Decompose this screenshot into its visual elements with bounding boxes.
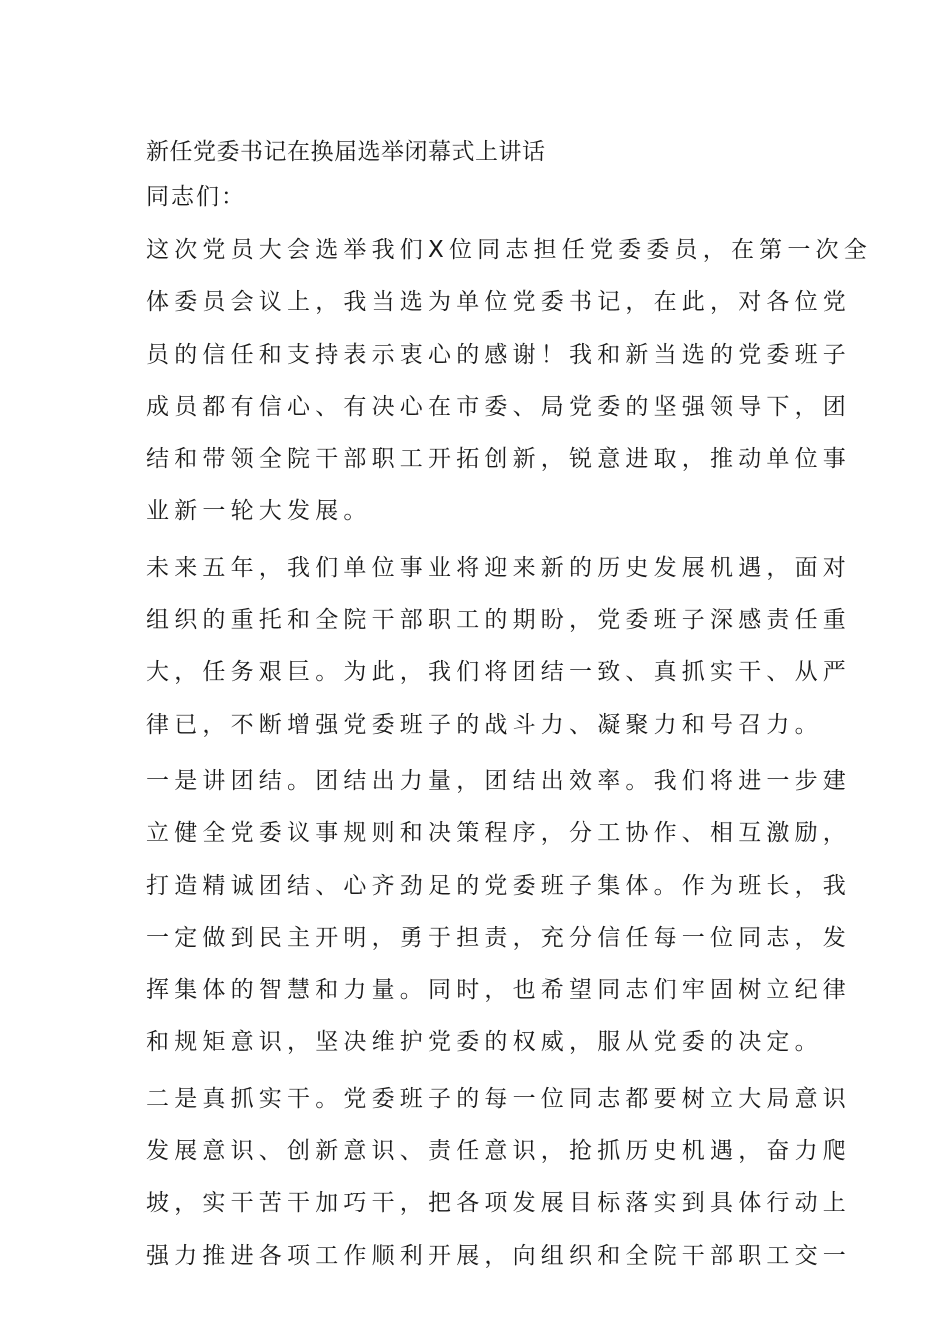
salutation: 同志们： <box>146 184 246 210</box>
paragraph-line: 结和带领全院干部职工开拓创新，锐意进取，推动单位事 <box>146 446 851 473</box>
paragraph-line: 体委员会议上，我当选为单位党委书记，在此，对各位党 <box>146 289 851 316</box>
paragraph-4 <box>146 1073 851 1282</box>
paragraph-line: 坡，实干苦干加巧干，把各项发展目标落实到具体行动上 <box>146 1190 851 1217</box>
paragraph-line: 一定做到民主开明，勇于担责，充分信任每一位同志，发 <box>146 924 851 951</box>
paragraph-line: 打造精诚团结、心齐劲足的党委班子集体。作为班长，我 <box>146 872 851 899</box>
paragraph-1 <box>146 224 872 538</box>
paragraph-line: 业新一轮大发展。 <box>146 498 372 525</box>
paragraph-line: 这次党员大会选举我们X位同志担任党委委员，在第一次全 <box>146 237 872 263</box>
paragraph-line: 组织的重托和全院干部职工的期盼，党委班子深感责任重 <box>146 607 851 634</box>
paragraph-line: 员的信任和支持表示衷心的感谢！我和新当选的党委班子 <box>146 341 851 368</box>
paragraph-line: 律已，不断增强党委班子的战斗力、凝聚力和号召力。 <box>146 711 823 738</box>
paragraph-line: 一是讲团结。团结出力量，团结出效率。我们将进一步建 <box>146 767 851 794</box>
paragraph-3 <box>146 755 851 1069</box>
paragraph-line: 未来五年，我们单位事业将迎来新的历史发展机遇，面对 <box>146 554 851 581</box>
paragraph-2 <box>146 542 851 751</box>
document-title: 新任党委书记在换届选举闭幕式上讲话 <box>146 139 546 165</box>
paragraph-line: 强力推进各项工作顺利开展，向组织和全院干部职工交一 <box>146 1242 851 1269</box>
paragraph-line: 大，任务艰巨。为此，我们将团结一致、真抓实干、从严 <box>146 659 851 686</box>
paragraph-line: 二是真抓实干。党委班子的每一位同志都要树立大局意识 <box>146 1085 851 1112</box>
paragraph-line: 发展意识、创新意识、责任意识，抢抓历史机遇，奋力爬 <box>146 1138 851 1165</box>
paragraph-line: 和规矩意识，坚决维护党委的权威，服从党委的决定。 <box>146 1029 823 1056</box>
paragraph-line: 成员都有信心、有决心在市委、局党委的坚强领导下，团 <box>146 393 851 420</box>
paragraph-line: 立健全党委议事规则和决策程序，分工协作、相互激励， <box>146 820 851 847</box>
paragraph-line: 挥集体的智慧和力量。同时，也希望同志们牢固树立纪律 <box>146 977 851 1004</box>
document-body <box>146 130 872 1286</box>
